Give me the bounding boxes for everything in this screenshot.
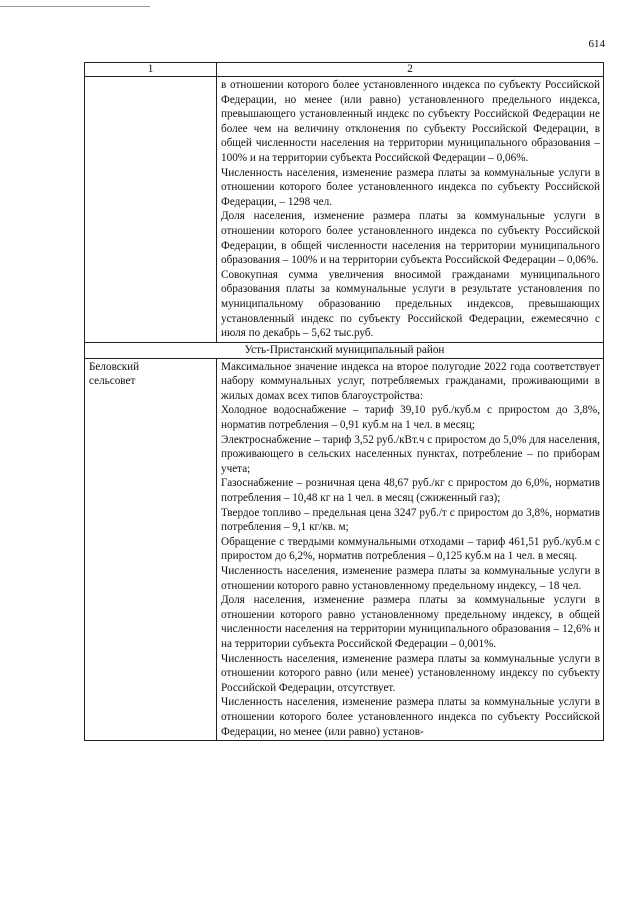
column-2-header: 2	[217, 63, 604, 77]
paragraph: Электроснабжение – тариф 3,52 руб./кВт.ч с приростом до 5,0% для населения, проживающего в сельских населенных пунктах, потребление – по приборам учета;	[221, 433, 600, 475]
region-title: Усть-Пристанский муниципальный район	[85, 342, 604, 358]
top-edge-rule	[0, 6, 150, 7]
continued-row	[85, 77, 604, 343]
entry-text-cell	[217, 358, 604, 740]
paragraph: в отношении которого более установленного индекса по субъекту Российской Федерации, но менее (или равно) установленного предельного индекса, превышающего установленный индекс по субъекту Российской Федерации не более чем на величину отклонения по субъекту Российской Федерации, в общей численности населения на территории муниципального образования – 100% и на территории субъекта Российской Федерации – 0,06%.	[221, 79, 600, 164]
paragraph: Численность населения, изменение размера платы за коммунальные услуги в отношении которого более установленного индекса по субъекту Российской Федерации, но менее (или равно) установ-	[221, 696, 600, 738]
region-title-row	[85, 342, 604, 358]
paragraph: Твердое топливо – предельная цена 3247 руб./т с приростом до 3,8%, норматив потребления – 9,1 кг/кв. м;	[221, 506, 600, 534]
paragraph: Численность населения, изменение размера платы за коммунальные услуги в отношении которого более установленного индекса по субъекту Российской Федерации, – 1298 чел.	[221, 166, 600, 208]
entry-row	[85, 358, 604, 740]
entry-name-line: сельсовет	[89, 375, 136, 388]
paragraph: Максимальное значение индекса на второе полугодие 2022 года соответствует набору коммунальных услуг, потребляемых гражданами, проживающими в жилых домах всех типов благоустройства:	[221, 360, 600, 402]
paragraph: Совокупная сумма увеличения вносимой гражданами муниципального образования платы за коммунальные услуги в результате установления по муниципальному образованию предельных индексов, превышающих установленный индекс по субъекту Российской Федерации, ежемесячно с июля по декабрь – 5,62 тыс.руб.	[221, 268, 600, 340]
continued-row-name-cell	[85, 77, 217, 343]
entry-name-line: Беловский	[89, 360, 140, 373]
paragraph: Холодное водоснабжение – тариф 39,10 руб./куб.м с приростом до 3,8%, норматив потребления – 0,91 куб.м на 1 чел. в месяц;	[221, 404, 600, 432]
paragraph: Доля населения, изменение размера платы за коммунальные услуги в отношении которого более установленного индекса по субъекту Российской Федерации, в общей численности населения на территории муниципального образования – 100% и на территории субъекта Российской Федерации – 0,06%.	[221, 210, 600, 267]
paragraph: Газоснабжение – розничная цена 48,67 руб./кг с приростом до 6,0%, норматив потребления – 10,48 кг на 1 чел. в месяц (сжиженный газ);	[221, 477, 600, 505]
page-number: 614	[588, 38, 605, 50]
document-table	[84, 62, 604, 741]
continued-row-text-cell	[217, 77, 604, 343]
paragraph: Численность населения, изменение размера платы за коммунальные услуги в отношении которого равно (или менее) установленному индексу по субъекту Российской Федерации, отсутствует.	[221, 652, 600, 694]
column-1-header: 1	[85, 63, 217, 77]
entry-name-cell	[85, 358, 217, 740]
table-header-row	[85, 63, 604, 77]
paragraph: Обращение с твердыми коммунальными отходами – тариф 461,51 руб./куб.м с приростом до 6,2%, норматив потребления – 0,125 куб.м на 1 чел. в месяц.	[221, 535, 600, 563]
paragraph: Численность населения, изменение размера платы за коммунальные услуги в отношении которого равно установленному предельному индексу, – 18 чел.	[221, 565, 600, 592]
paragraph: Доля населения, изменение размера платы за коммунальные услуги в отношении которого равно установленному предельному индексу, в общей численности населения на территории муниципального образования – 12,6% и на территории субъекта Российской Федерации – 0,001%.	[221, 594, 600, 650]
